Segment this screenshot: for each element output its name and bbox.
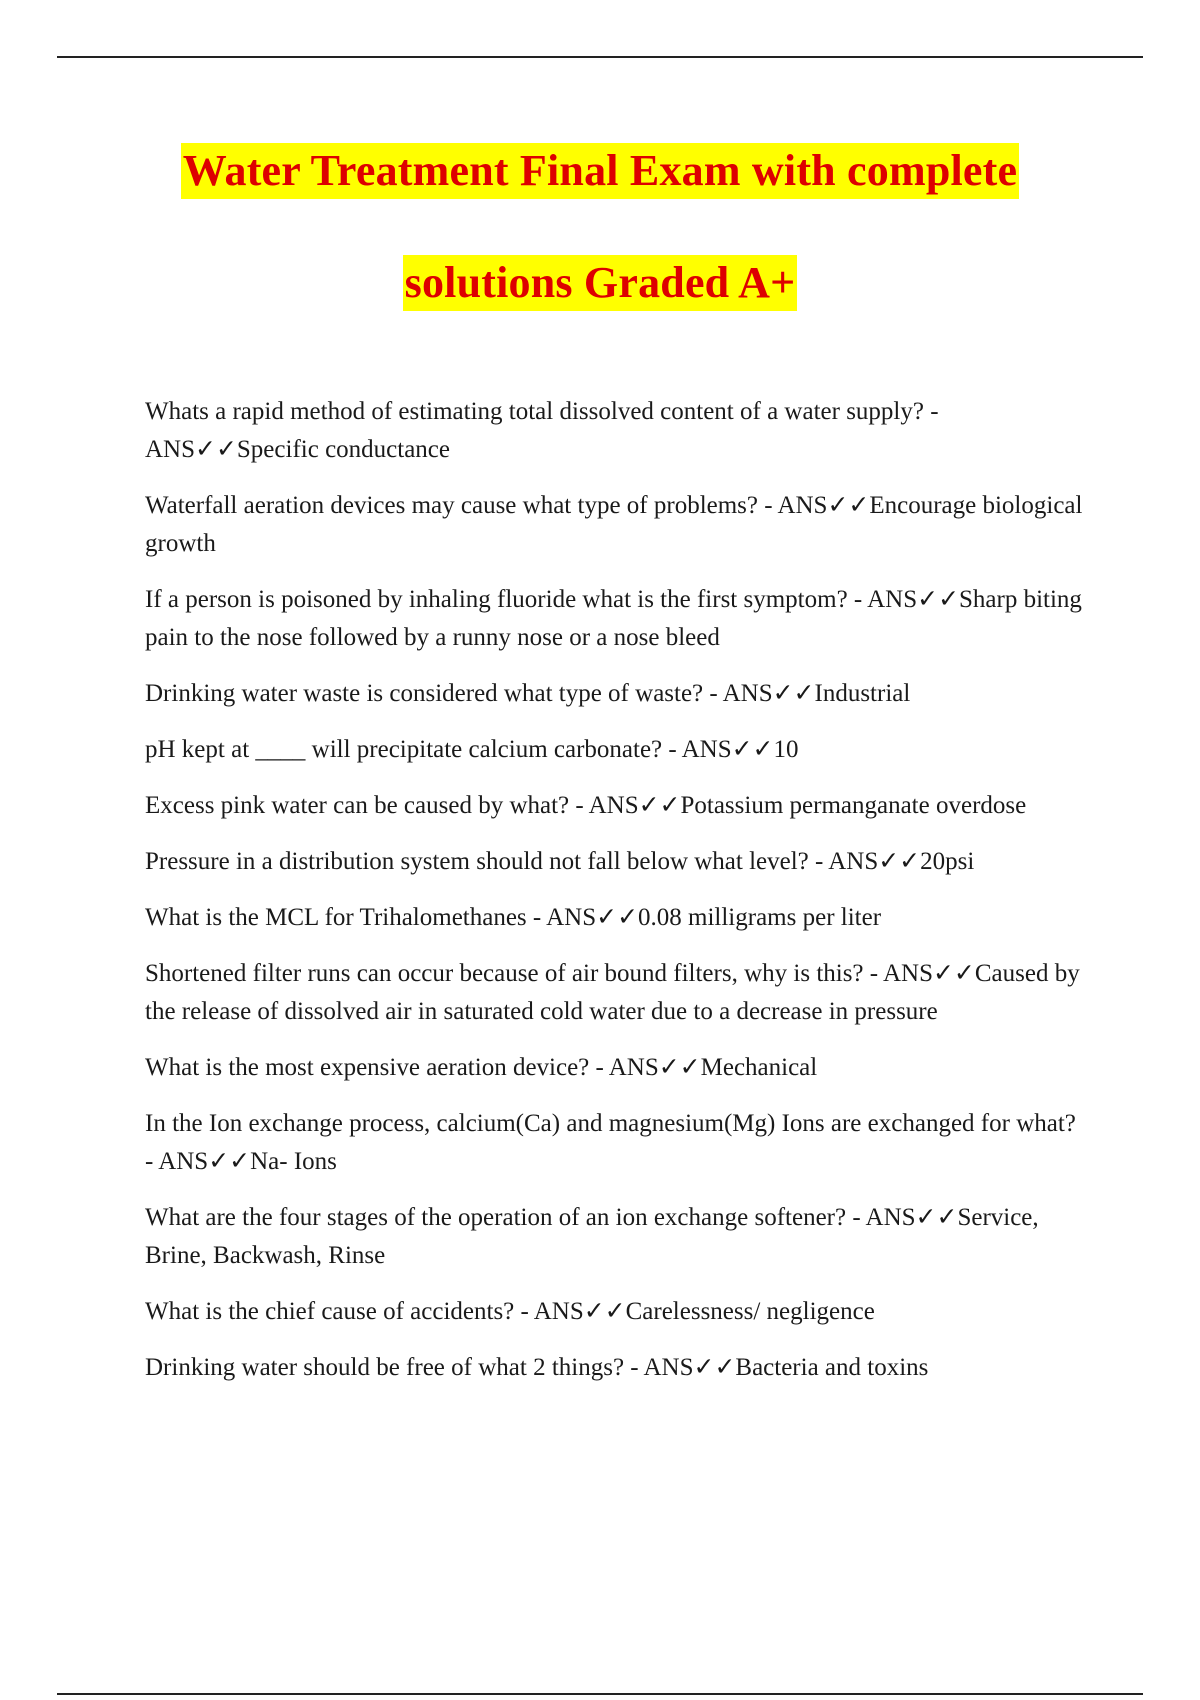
title-text-2: solutions Graded A+ [403, 255, 798, 311]
title-line-2 [0, 255, 1200, 367]
title-text-1: Water Treatment Final Exam with complete [181, 143, 1020, 199]
qa-item: Shortened filter runs can occur because of air bound filters, why is this? - ANS✓✓Caused by the release of dissolved air in saturated cold water due to a decrease in pressure [145, 960, 1080, 1025]
qa-item: Drinking water waste is considered what type of waste? - ANS✓✓Industrial [145, 680, 911, 707]
document-title [0, 143, 1200, 367]
qa-list [145, 393, 1090, 1405]
title-line-1 [0, 143, 1200, 255]
qa-item: In the Ion exchange process, calcium(Ca) and magnesium(Mg) Ions are exchanged for what? - ANS✓✓Na- Ions [145, 1110, 1076, 1175]
qa-item: What are the four stages of the operation of an ion exchange softener? - ANS✓✓Service, Brine, Backwash, Rinse [145, 1204, 1039, 1269]
qa-item: Excess pink water can be caused by what? - ANS✓✓Potassium permanganate overdose [145, 792, 1027, 819]
qa-item: Waterfall aeration devices may cause what type of problems? - ANS✓✓Encourage biological growth [145, 492, 1083, 557]
qa-item: Drinking water should be free of what 2 things? - ANS✓✓Bacteria and toxins [145, 1354, 929, 1381]
qa-item: What is the MCL for Trihalomethanes - ANS✓✓0.08 milligrams per liter [145, 904, 882, 931]
qa-item: Pressure in a distribution system should not fall below what level? - ANS✓✓20psi [145, 848, 975, 875]
qa-item: Whats a rapid method of estimating total dissolved content of a water supply? - ANS✓✓Specific conductance [145, 398, 939, 463]
qa-item: What is the chief cause of accidents? - ANS✓✓Carelessness/ negligence [145, 1298, 875, 1325]
top-rule [57, 56, 1143, 58]
qa-item: pH kept at ____ will precipitate calcium carbonate? - ANS✓✓10 [145, 736, 799, 763]
qa-item: If a person is poisoned by inhaling fluoride what is the first symptom? - ANS✓✓Sharp biting pain to the nose followed by a runny nose or a nose bleed [145, 586, 1082, 651]
qa-item: What is the most expensive aeration device? - ANS✓✓Mechanical [145, 1054, 818, 1081]
bottom-rule [57, 1693, 1143, 1695]
